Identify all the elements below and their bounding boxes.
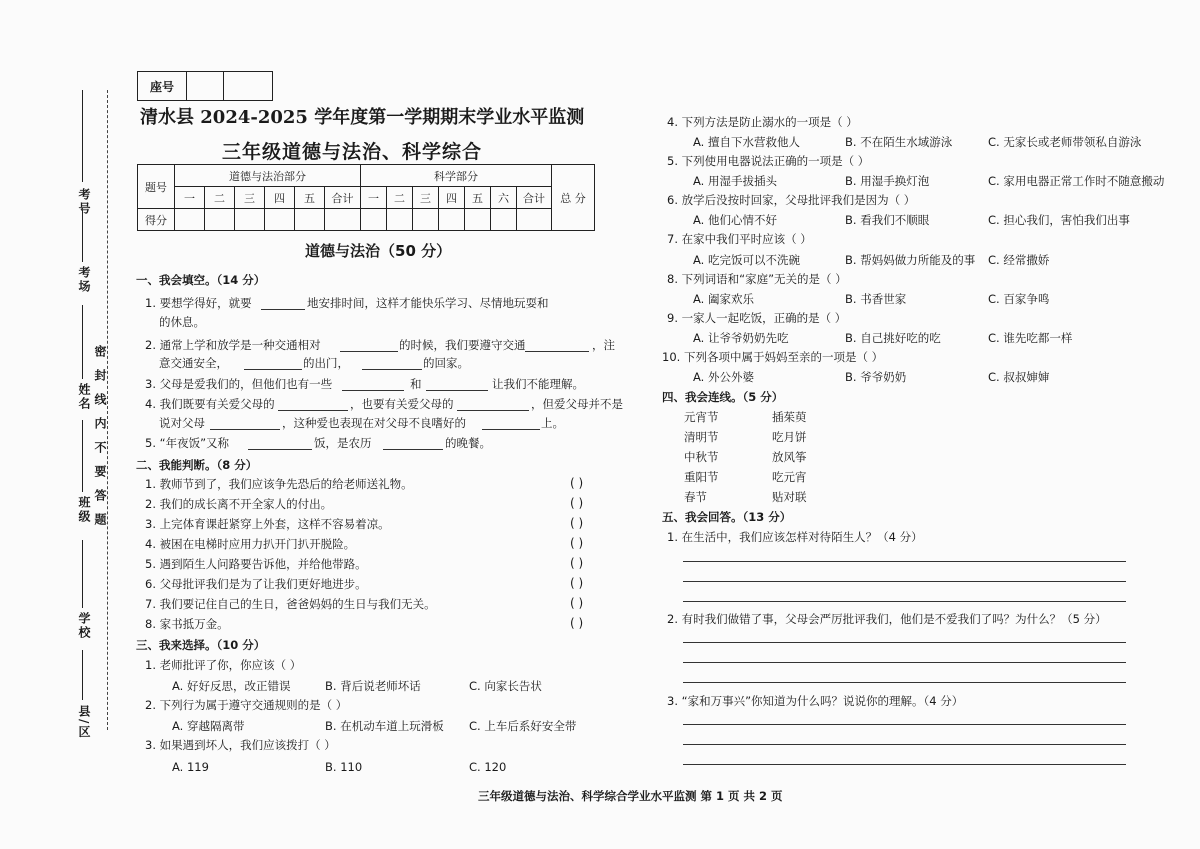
exam-no-blank[interactable] — [82, 90, 83, 182]
q2-heading: 二、我能判断。（8 分） — [136, 458, 258, 472]
choice-option[interactable]: A. 阖家欢乐 — [693, 292, 754, 306]
class-label: 班级 — [77, 496, 91, 524]
choice-option[interactable]: C. 上车后系好安全带 — [469, 719, 577, 733]
choice-option[interactable]: B. 自己挑好吃的吃 — [845, 331, 941, 345]
q1-4-text-d: 说对父母 — [159, 416, 205, 430]
match-right-item[interactable]: 放风筝 — [772, 450, 807, 464]
exam-subtitle: 三年级道德与法治、科学综合 — [222, 141, 483, 163]
q1-3-text-b: 和 — [410, 377, 422, 391]
answer-line[interactable] — [683, 724, 1126, 725]
judge-answer-paren[interactable]: ( ) — [570, 536, 584, 550]
score-cell[interactable] — [439, 209, 465, 231]
choice-question-8: 8. 下列词语和“家庭”无关的是（ ） — [667, 272, 847, 286]
col-2-3: 三 — [413, 187, 439, 209]
score-cell[interactable] — [205, 209, 235, 231]
choice-option[interactable]: A. 他们心情不好 — [693, 213, 777, 227]
q1-3-blank-1[interactable] — [342, 390, 404, 391]
choice-option[interactable]: B. 不在陌生水域游泳 — [845, 135, 953, 149]
answer-line[interactable] — [683, 744, 1126, 745]
q1-4-text-a: 4. 我们既要有关爱父母的 — [145, 397, 275, 411]
choice-option[interactable]: C. 向家长告状 — [469, 679, 542, 693]
q1-2-blank-4[interactable] — [362, 369, 422, 370]
judge-answer-paren[interactable]: ( ) — [570, 496, 584, 510]
choice-option[interactable]: C. 担心我们，害怕我们出事 — [988, 213, 1130, 227]
binding-dashed-line — [107, 90, 108, 730]
q1-4-blank-4[interactable] — [482, 429, 540, 430]
choice-option[interactable]: A. 用湿手拔插头 — [693, 174, 777, 188]
score-cell[interactable] — [517, 209, 552, 231]
score-cell[interactable] — [491, 209, 517, 231]
q1-5-blank-1[interactable] — [248, 449, 312, 450]
choice-option[interactable]: A. 119 — [172, 760, 209, 774]
q1-2-blank-3[interactable] — [244, 369, 302, 370]
choice-option[interactable]: B. 爷爷奶奶 — [845, 370, 907, 384]
match-left-item[interactable]: 清明节 — [684, 430, 719, 444]
choice-option[interactable]: C. 家用电器正常工作时不随意搬动 — [988, 174, 1165, 188]
score-cell[interactable] — [325, 209, 361, 231]
judge-answer-paren[interactable]: ( ) — [570, 576, 584, 590]
choice-option[interactable]: B. 背后说老师坏话 — [325, 679, 421, 693]
group-moral-law: 道德与法治部分 — [175, 165, 361, 187]
answer-line[interactable] — [683, 581, 1126, 582]
col-2-6: 六 — [491, 187, 517, 209]
judge-answer-paren[interactable]: ( ) — [570, 616, 584, 630]
choice-option[interactable]: B. 110 — [325, 760, 363, 774]
q1-4-blank-3[interactable] — [210, 429, 280, 430]
judge-answer-paren[interactable]: ( ) — [570, 556, 584, 570]
choice-question-10: 10. 下列各项中属于妈妈至亲的一项是（ ） — [662, 350, 884, 364]
col-1-3: 三 — [235, 187, 265, 209]
judge-item: 2. 我们的成长离不开全家人的付出。 — [145, 497, 333, 511]
judge-answer-paren[interactable]: ( ) — [570, 516, 584, 530]
exam-title: 清水县 2024-2025 学年度第一学期期末学业水平监测 — [140, 107, 585, 128]
judge-answer-paren[interactable]: ( ) — [570, 596, 584, 610]
answer-line[interactable] — [683, 601, 1126, 602]
col-1-2: 二 — [205, 187, 235, 209]
answer-line[interactable] — [683, 682, 1126, 683]
section-title: 道德与法治（50 分） — [305, 242, 452, 260]
choice-option[interactable]: A. 外公外婆 — [693, 370, 754, 384]
score-cell[interactable] — [265, 209, 295, 231]
choice-question-1: 1. 老师批评了你，你应该（ ） — [145, 658, 302, 672]
row-label-question: 题号 — [138, 165, 175, 209]
match-left-item[interactable]: 春节 — [684, 490, 707, 504]
judge-item: 4. 被困在电梯时应用力扒开门扒开脱险。 — [145, 537, 356, 551]
col-1-4: 四 — [265, 187, 295, 209]
choice-question-3: 3. 如果遇到坏人，我们应该拨打（ ） — [145, 738, 336, 752]
choice-option[interactable]: C. 无家长或老师带领私自游泳 — [988, 135, 1142, 149]
match-right-item[interactable]: 贴对联 — [772, 490, 807, 504]
q1-2-text-e: 的出门， — [303, 356, 349, 370]
judge-item: 8. 家书抵万金。 — [145, 617, 229, 631]
q1-2-blank-2[interactable] — [525, 351, 589, 352]
choice-option[interactable]: C. 谁先吃都一样 — [988, 331, 1073, 345]
q1-1-text-c: 的休息。 — [159, 315, 205, 329]
choice-question-5: 5. 下列使用电器说法正确的一项是（ ） — [667, 154, 870, 168]
col-1-sum: 合计 — [325, 187, 361, 209]
judge-item: 6. 父母批评我们是为了让我们更好地进步。 — [145, 577, 367, 591]
score-cell[interactable] — [235, 209, 265, 231]
school-label: 学校 — [77, 612, 91, 640]
score-cell[interactable] — [361, 209, 387, 231]
answer-question-3: 3. “家和万事兴”你知道为什么吗？说说你的理解。（4 分） — [667, 694, 964, 708]
choice-option[interactable]: C. 百家争鸣 — [988, 292, 1050, 306]
q1-4-blank-2[interactable] — [457, 410, 529, 411]
answer-line[interactable] — [683, 642, 1126, 643]
seat-cell-2[interactable] — [224, 72, 273, 101]
q1-5-text-a: 5. “年夜饭”又称 — [145, 436, 230, 450]
seat-label: 座号 — [138, 72, 187, 101]
choice-question-2: 2. 下列行为属于遵守交通规则的是（ ） — [145, 698, 348, 712]
name-label: 姓名 — [77, 383, 91, 411]
seat-number-box — [137, 71, 273, 101]
q1-5-text-c: 的晚餐。 — [445, 436, 491, 450]
choice-option[interactable]: C. 叔叔婶婶 — [988, 370, 1050, 384]
match-left-item[interactable]: 重阳节 — [684, 470, 719, 484]
q1-2-text-f: 的回家。 — [423, 356, 469, 370]
group-science: 科学部分 — [361, 165, 552, 187]
q3-heading: 三、我来选择。（10 分） — [136, 638, 266, 652]
school-blank[interactable] — [82, 540, 83, 608]
q1-2-text-a: 2. 通常上学和放学是一种交通相对 — [145, 338, 321, 352]
choice-question-9: 9. 一家人一起吃饭，正确的是（ ） — [667, 311, 847, 325]
col-2-2: 二 — [387, 187, 413, 209]
q1-4-text-c: ，但爱父母并不是 — [531, 397, 623, 411]
q1-heading: 一、我会填空。（14 分） — [136, 273, 266, 287]
page-footer: 三年级道德与法治、科学综合学业水平监测 第 1 页 共 2 页 — [478, 789, 783, 803]
choice-option[interactable]: B. 在机动车道上玩滑板 — [325, 719, 444, 733]
col-1-5: 五 — [295, 187, 325, 209]
choice-option[interactable]: A. 好好反思，改正错误 — [172, 679, 291, 693]
q1-3-text-c: 让我们不能理解。 — [492, 377, 584, 391]
q1-5-blank-2[interactable] — [383, 449, 443, 450]
q1-2-text-d: 意交通安全， — [159, 356, 228, 370]
judge-item: 3. 上完体育课赶紧穿上外套，这样不容易着凉。 — [145, 517, 390, 531]
county-blank[interactable] — [82, 650, 83, 700]
choice-option[interactable]: A. 吃完饭可以不洗碗 — [693, 253, 800, 267]
match-left-item[interactable]: 中秋节 — [684, 450, 719, 464]
choice-option[interactable]: B. 用湿手换灯泡 — [845, 174, 930, 188]
row-label-score: 得分 — [138, 209, 175, 231]
choice-question-6: 6. 放学后没按时回家，父母批评我们是因为（ ） — [667, 193, 916, 207]
exam-room-label: 考场 — [77, 266, 91, 294]
q5-heading: 五、我会回答。（13 分） — [662, 510, 792, 524]
q1-4-text-f: 上。 — [541, 416, 564, 430]
score-cell[interactable] — [295, 209, 325, 231]
county-label: 县/区 — [77, 705, 91, 740]
score-cell[interactable] — [387, 209, 413, 231]
choice-option[interactable]: A. 让爷爷奶奶先吃 — [693, 331, 789, 345]
exam-no-label: 考号 — [77, 188, 91, 216]
match-right-item[interactable]: 吃元宵 — [772, 470, 807, 484]
seal-line-text: 密封线内不要答题 — [93, 345, 107, 537]
match-right-item[interactable]: 插茱萸 — [772, 410, 807, 424]
choice-option[interactable]: A. 穿越隔离带 — [172, 719, 245, 733]
score-cell[interactable] — [175, 209, 205, 231]
choice-question-4: 4. 下列方法是防止溺水的一项是（ ） — [667, 115, 858, 129]
q1-1-text-b: 地安排时间，这样才能快乐学习、尽情地玩耍和 — [307, 296, 549, 310]
col-2-1: 一 — [361, 187, 387, 209]
match-left-item[interactable]: 元宵节 — [684, 410, 719, 424]
score-cell[interactable] — [465, 209, 491, 231]
total-score-label: 总 分 — [552, 165, 595, 231]
choice-option[interactable]: B. 书香世家 — [845, 292, 907, 306]
q1-3-blank-2[interactable] — [426, 390, 488, 391]
score-table — [137, 164, 595, 231]
col-2-5: 五 — [465, 187, 491, 209]
answer-question-1: 1. 在生活中，我们应该怎样对待陌生人？（4 分） — [667, 530, 923, 544]
choice-question-7: 7. 在家中我们平时应该（ ） — [667, 232, 812, 246]
answer-line[interactable] — [683, 662, 1126, 663]
answer-question-2: 2. 有时我们做错了事，父母会严厉批评我们，他们是不爱我们了吗？为什么？（5 分） — [667, 612, 1107, 626]
col-1-1: 一 — [175, 187, 205, 209]
q1-4-blank-1[interactable] — [278, 410, 348, 411]
judge-item: 1. 教师节到了，我们应该争先恐后的给老师送礼物。 — [145, 477, 413, 491]
choice-option[interactable]: C. 120 — [469, 760, 507, 774]
seat-cell-1[interactable] — [187, 72, 224, 101]
q1-4-text-b: ，也要有关爱父母的 — [350, 397, 454, 411]
q1-3-text-a: 3. 父母是爱我们的，但他们也有一些 — [145, 377, 333, 391]
judge-item: 7. 我们要记住自己的生日，爸爸妈妈的生日与我们无关。 — [145, 597, 436, 611]
q1-1-text-a: 1. 要想学得好，就要 — [145, 296, 252, 310]
col-2-sum: 合计 — [517, 187, 552, 209]
q1-1-blank[interactable] — [261, 309, 305, 310]
match-right-item[interactable]: 吃月饼 — [772, 430, 807, 444]
q1-4-text-e: ，这种爱也表现在对父母不良嗜好的 — [282, 416, 466, 430]
q1-2-text-c: ，注 — [592, 338, 615, 352]
judge-item: 5. 遇到陌生人问路要告诉他，并给他带路。 — [145, 557, 367, 571]
judge-answer-paren[interactable]: ( ) — [570, 476, 584, 490]
name-blank[interactable] — [82, 305, 83, 379]
choice-option[interactable]: C. 经常撒娇 — [988, 253, 1050, 267]
exam-room-blank[interactable] — [82, 210, 83, 262]
choice-option[interactable]: B. 帮妈妈做力所能及的事 — [845, 253, 976, 267]
q4-heading: 四、我会连线。（5 分） — [662, 390, 784, 404]
q1-5-text-b: 饭，是农历 — [314, 436, 372, 450]
q1-2-blank-1[interactable] — [340, 351, 398, 352]
choice-option[interactable]: A. 擅自下水营救他人 — [693, 135, 800, 149]
answer-line[interactable] — [683, 764, 1126, 765]
choice-option[interactable]: B. 看我们不顺眼 — [845, 213, 930, 227]
answer-line[interactable] — [683, 561, 1126, 562]
col-2-4: 四 — [439, 187, 465, 209]
class-blank[interactable] — [82, 420, 83, 492]
q1-2-text-b: 的时候，我们要遵守交通 — [399, 338, 526, 352]
score-cell[interactable] — [413, 209, 439, 231]
